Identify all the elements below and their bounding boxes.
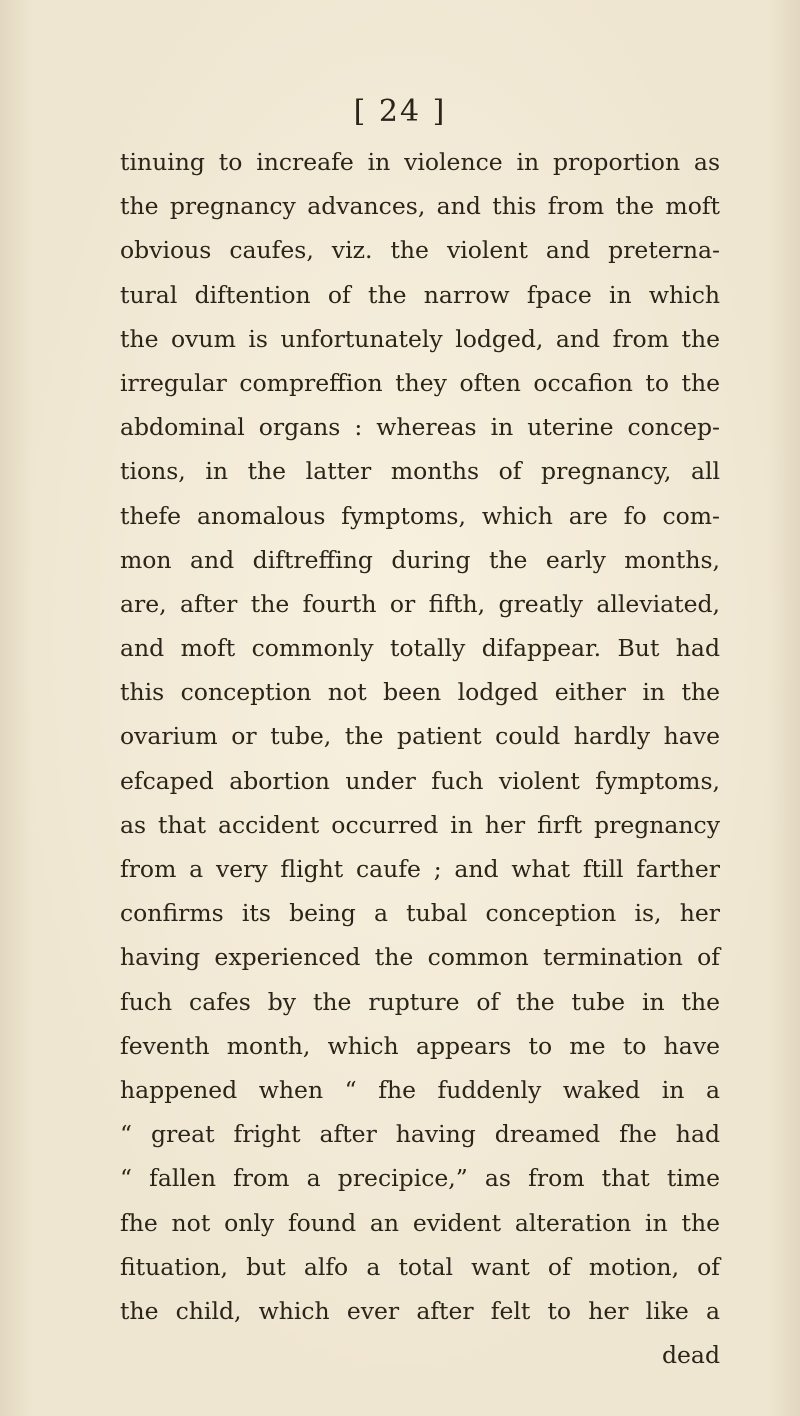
text-line: ovarium or tube, the patient could hardly have [120,722,720,751]
text-line: the ovum is unfortunately lodged, and from the [120,324,720,353]
text-line: abdominal organs : whereas in uterine concep- [120,413,720,442]
text-line: mon and diftreffing during the early months, [120,545,720,574]
text-line: the pregnancy advances, and this from the moft [120,192,720,221]
text-line: irregular compreffion they often occafion to the [120,368,720,397]
text-line: having experienced the common termination of [120,943,720,972]
text-line: confirms its being a tubal conception is, her [120,899,720,928]
text-line: obvious caufes, viz. the violent and preterna- [120,236,720,265]
page-number: [ 24 ] [353,94,447,129]
text-line: this conception not been lodged either in the [120,678,720,707]
text-line: fuch cafes by the rupture of the tube in the [120,987,720,1016]
text-line: are, after the fourth or fifth, greatly alleviated, [120,589,720,618]
text-line: from a very flight caufe ; and what ftill farther [120,855,720,883]
text-line: fituation, but alfo a total want of motion, of [120,1252,720,1281]
text-line: fhe not only found an evident alteration in the [120,1208,720,1237]
text-line: feventh month, which appears to me to have [120,1031,720,1060]
catchword: dead [661,1341,720,1370]
text-line: tural diftention of the narrow fpace in which [120,280,720,309]
body-text [120,140,720,1377]
text-line: efcaped abortion under fuch violent fymptoms, [120,766,720,795]
text-line: the child, which ever after felt to her like a [120,1296,720,1325]
text-line: thefe anomalous fymptoms, which are fo com- [120,501,720,530]
text-line: “ great fright after having dreamed fhe had [120,1120,720,1149]
text-line: happened when “ fhe fuddenly waked in a [120,1075,720,1104]
text-line: “ fallen from a precipice,” as from that time [120,1164,720,1193]
text-line: tions, in the latter months of pregnancy, all [120,457,720,486]
text-line: and moft commonly totally difappear. But had [120,634,720,663]
text-line: tinuing to increafe in violence in proportion as [120,148,720,176]
text-line: as that accident occurred in her firft pregnancy [120,810,720,839]
